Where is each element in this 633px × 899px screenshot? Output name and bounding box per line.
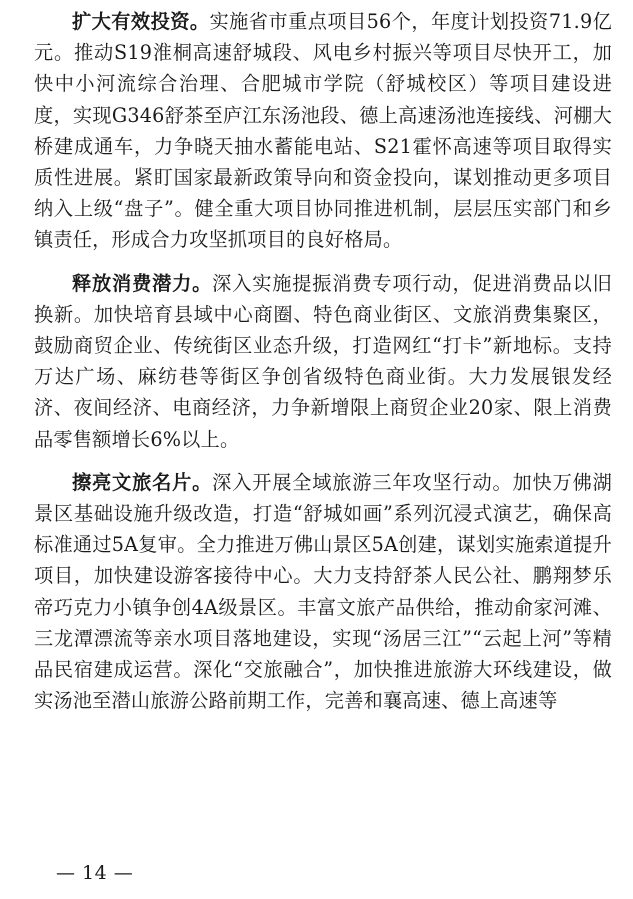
paragraph-tourism [34,467,612,717]
page-number: — 14 — [56,862,134,884]
paragraph-heading: 释放消费潜力。 [72,271,213,295]
paragraph-body: 深入实施提振消费专项行动，促进消费品以旧换新。加快培育县域中心商圈、特色商业街区、文旅消费集聚区，鼓励商贸企业、传统街区业态升级，打造网红“打卡”新地标。支持万达广场、麻纺巷等街区争创省级特色商业街。大力发展银发经济、夜间经济、电商经济，力争新增限上商贸企业20家、限上消费品零售额增长6%以上。 [34,271,613,451]
document-page [34,6,612,728]
paragraph-body: 实施省市重点项目56个，年度计划投资71.9亿元。推动S19淮桐高速舒城段、风电乡村振兴等项目尽快开工，加快中小河流综合治理、合肥城市学院（舒城校区）等项目建设进度，实现G346舒茶至庐江东汤池段、德上高速汤池连接线、河棚大桥建成通车，力争晓天抽水蓄能电站、S21霍怀高速等项目取得实质性进展。紧盯国家最新政策导向和资金投向，谋划推动更多项目纳入上级“盘子”。健全重大项目协同推进机制，层层压实部门和乡镇责任，形成合力攻坚抓项目的良好格局。 [34,10,612,252]
paragraph-investment [34,6,612,256]
paragraph-heading: 擦亮文旅名片。 [72,470,213,494]
paragraph-consumption [34,268,612,455]
paragraph-body: 深入开展全域旅游三年攻坚行动。加快万佛湖景区基础设施升级改造，打造“舒城如画”系列沉浸式演艺，确保高标准通过5A复审。全力推进万佛山景区5A创建，谋划实施索道提升项目，加快建设游客接待中心。大力支持舒茶人民公社、鹏翔梦乐帝巧克力小镇争创4A级景区。丰富文旅产品供给，推动俞家河滩、三龙潭漂流等亲水项目落地建设，实现“汤居三江”“云起上河”等精品民宿建成运营。深化“交旅融合”，加快推进旅游大环线建设，做实汤池至潜山旅游公路前期工作，完善和襄高速、德上高速等 [34,470,613,713]
paragraph-heading: 扩大有效投资。 [72,10,210,33]
